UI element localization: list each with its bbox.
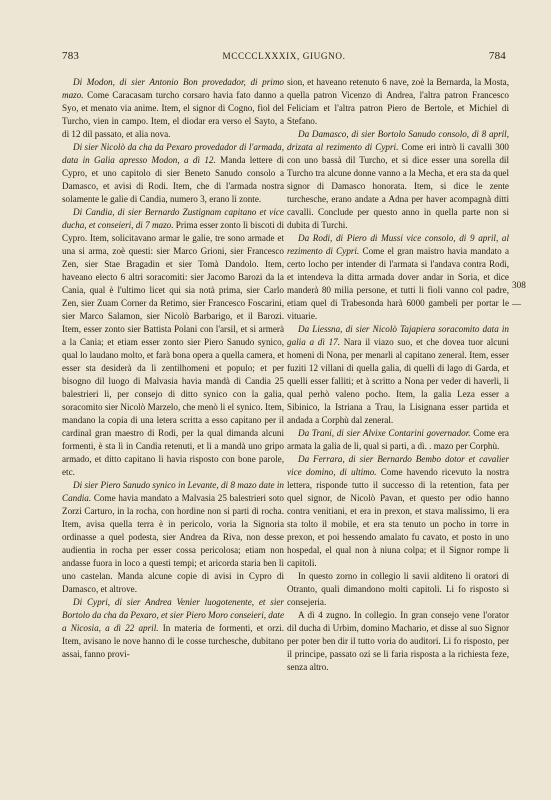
paragraph-heading: Di Candia, di sier Bernardo Zustignam capitano et vice ducha, et conseieri, di 7 mazo. xyxy=(62,207,284,230)
paragraph-heading: Di Modon, di sier Antonio Bon provedador, di primo mazo. xyxy=(62,77,284,100)
paragraph-heading: Da Liessna, di sier Nicolò Tajapiera soracomito data in galia a dì 17. xyxy=(287,324,509,347)
page-header xyxy=(62,50,506,66)
paragraph-text: Come era armata la galia de li, qual si parti, a dì. . mazo per Corphù. xyxy=(287,428,509,451)
paragraph-heading: Da Trani, di sier Alvixe Contarini governador. xyxy=(298,428,471,438)
left-page-number: 783 xyxy=(62,50,80,62)
paragraph xyxy=(287,609,509,674)
paragraph-text: sion, et haveano retenuto 6 nave, zoè la Bernarda, la Mosta, quella patron Vicenzo di Andrea, l'altra patron Francesco Feliciam et l'altra patron Piero de Bertole, et Michiel di Stefano. xyxy=(287,77,509,126)
paragraph-heading: Di Cypri, di sier Andrea Venier luogotenente, et sier Bortolo da cha da Pexaro, et sier Piero Moro conseieri, date a Nicosia, a dì 22 april. xyxy=(62,597,284,633)
paragraph xyxy=(62,76,284,141)
paragraph-heading: Da Damasco, di sier Bortolo Sanudo consolo, di 8 april, drizata al rezimento di Cypri. xyxy=(287,129,509,152)
paragraph-text: A dì 4 zugno. In collegio. In gran consejo vene l'orator dil ducha di Urbim, domino Machario, et disse al suo Signor per poter ben dir il tutto voria do auditori. Li fo risposto, per il principe, passato ozi se li faria risposta a la richiesta feze, senza altro. xyxy=(287,610,509,672)
margin-folio-number: 308 xyxy=(512,280,526,290)
right-text-column xyxy=(287,76,509,674)
paragraph xyxy=(287,128,509,232)
paragraph xyxy=(62,596,284,661)
margin-dash-mark: — xyxy=(512,299,521,309)
paragraph xyxy=(287,427,509,453)
paragraph-text: Nara il viazo suo, et che dovea tuor alcuni homeni di Nona, per menarli al capitano zeneral. Item, esser fuziti 12 villani di quella galia, di quelli di lago di Garda, et quelli esser falliti; et à scritto a Nona per veder di haverli, li qual perhò valeno pocho. Item, la galia Leza esser a Sibinico, la Istriana a Trau, la Lisignana esser partida et andada a Corphù dal zeneral. xyxy=(287,337,509,425)
paragraph xyxy=(287,570,509,609)
right-page-number: 784 xyxy=(488,50,506,62)
paragraph xyxy=(62,141,284,206)
paragraph xyxy=(62,479,284,596)
paragraph-text: Come havia mandato a Malvasia 25 balestrieri soto Zorzi Carturo, in la rocha, con hordine non si parti di rocha. Item, avisa quella terra è in pericolo, voria la Signoria ordinasse a quel podesta, sier Andrea da Riva, non desse audientia in rocha per esser cossa pericolosa; etiam non andasse fuora in loco a questi tempi; et aricorda staria ben lì uno castelan. Manda alcune copie di avisi in Cypro di Damasco, et altrove. xyxy=(62,493,284,594)
paragraph xyxy=(62,206,284,479)
left-text-column xyxy=(62,76,284,661)
paragraph-text: In materia de formenti, et orzi. Item, avisano le nove hanno di le cosse turchesche, dubitano assai, fanno provi- xyxy=(62,623,285,659)
paragraph xyxy=(287,232,509,323)
paragraph-text: Manda lettere di Cypro, et uno capitolo di sier Beneto Sanudo consolo a Damasco, et avisi di Rodi. Item, che di l'armada nostra solamente le galie di Candia, numero 3, erano lì zonte. xyxy=(62,155,285,204)
paragraph-heading: Di sier Piero Sanudo synico in Levante, di 8 mazo date in Candia. xyxy=(62,480,284,503)
paragraph-heading: Di sier Nicolò da cha da Pexaro provedador di l'armada, data in Galia apresso Modon, a dì 12. xyxy=(62,142,284,165)
paragraph-heading: Da Ferrara, di sier Bernardo Bembo dotor et cavalier vice domino, di ultimo. xyxy=(287,454,509,477)
paragraph xyxy=(287,76,509,128)
paragraph-heading: Da Rodi, di Piero di Mussi vice consolo, di 9 april, al rezimento di Cypri. xyxy=(287,233,509,256)
paragraph-text: Come el gran maistro havia mandato a certo locho per intender di l'armata si l'andava contra Rodi, et intendeva la ditta armada dover andar in Soria, et dice manderà 80 milia persone, et tutti li fioli vanno col padre, etiam quel di Trabesonda harà 6000 gambeli per portar le vituarie. xyxy=(287,246,509,321)
paragraph-text: Come eri intrò li cavalli 300 con uno bassà dil Turcho, et si dice esser una sorella dil Turcho tra alcune donne vanno a la Mecha, et era sta da quel signor di Damasco honorata. Item, si dice le zente turchesche, erano andate a Adna per haver acompagnà ditti cavalli. Conclude per questo anno in quella parte non si dubita di Turchi. xyxy=(287,142,509,230)
paragraph-text: Come Caracasam turcho corsaro havia fato danno a Syo, et menato via anime. Item, el signor di Cogno, fiol del Turcho, vien in campo. Item, el diodar era verso el Sayto, a dì 12 dil passato, et alia nova. xyxy=(62,90,284,139)
paragraph-text: Prima esser zonto lì biscoti di Cypro. Item, solicitavano armar le galie, tre sono armade et una si arma, zoè questi: sier Marco Grioni, sier Francesco Zen, sier Stae Bragadin et sier Tomà Dandolo. Item, haveano electo 6 altri soracomiti: sier Jacomo Barozi da la Cania, qual è l'ultimo licet qui sia notà prima, sier Carlo Zen, sier Zuam Corner da Retimo, sier Francesco Foscarini, sier Marco Salamon, sier Nicolò Barbarigo, et il Barozi. Item, esser zonto sier Battista Polani con l'arsil, et si armerà a la Cania; et etiam esser zonto sier Piero Sanudo synico, qual lo laudano molto, et farà bona opera a quella camera, et esser sta desiderà da li zentilhomeni et populo; et per bisogno dil luogo di Malvasia havia mandà di Candia 25 balestrieri li, per consejo di ditto synico con la galia, soracomito sier Nicolò Marzelo, che menò li el synico. Item, mandano la copia di una letera scritta a esso capitano per il cardinal gran maestro di Rodi, per la qual dimanda alcuni formenti, è sta lì in Candia retenuti, et li a mandà uno gripo armado, et ditto capitano li havia risposto con bone parole, etc. xyxy=(62,220,285,477)
paragraph-text: In questo zorno in collegio li savii alditeno li oratori di Otranto, quali dimandono molti capitoli. Li fo risposto si consejeria. xyxy=(287,571,509,607)
paragraph xyxy=(287,453,509,570)
paragraph xyxy=(287,323,509,427)
running-title: MCCCCLXXXIX, GIUGNO. xyxy=(222,51,346,61)
paragraph-text: Come havendo ricevuto la nostra lettera, risponde tutto il successo di la retention, fata per quel signor, de Nicolò Pavan, et questo per odio hanno contra venitiani, et era in prexon, et stava malissimo, li era sta tolto il mobile, et era sta tenuto un pocho in torre in prexon, et poi hessendo amalato fu cavato, et posto in uno hospedal, el qual non à niuna colpa; et il Signor rompe li capitoli. xyxy=(287,467,509,568)
